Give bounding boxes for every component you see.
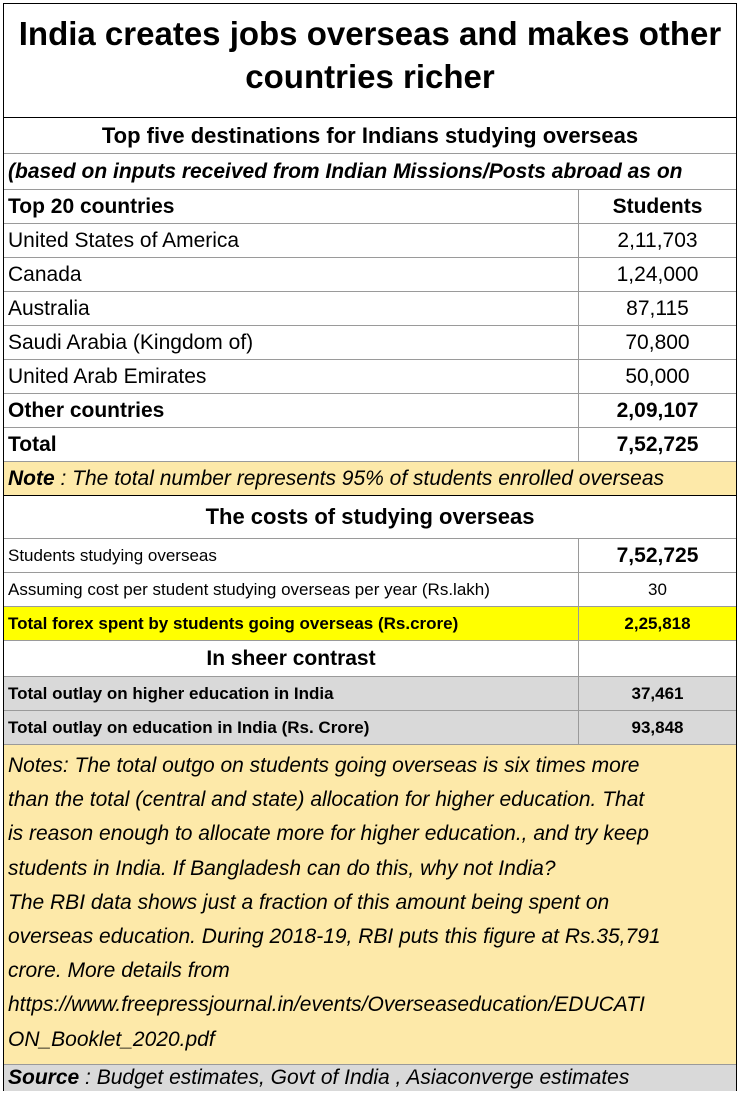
infographic-table [3,3,737,1091]
country-name: United Arab Emirates [8,364,207,388]
students-overseas-value: 7,52,725 [578,539,736,572]
education-row [4,711,736,745]
total-row [4,428,736,462]
education-label: Total outlay on education in India (Rs. Crore) [8,717,370,737]
notes-line: ON_Booklet_2020.pdf [8,1027,215,1051]
cost-per-student-label: Assuming cost per student studying overseas per year (Rs.lakh) [8,579,490,599]
notes-line: than the total (central and state) allocation for higher education. That [8,788,645,812]
education-value: 93,848 [578,711,736,744]
table-header-row [4,190,736,224]
column-header-students: Students [578,190,736,223]
higher-education-value: 37,461 [578,677,736,710]
total-label: Total [8,432,57,456]
student-count: 50,000 [578,360,736,393]
student-count: 70,800 [578,326,736,359]
other-countries-row [4,394,736,428]
source-text: : Budget estimates, Govt of India , Asiaconverge estimates [79,1066,630,1089]
note-label: Note [8,466,55,490]
section-heading-destinations: Top five destinations for Indians studying overseas [4,118,736,154]
country-name: Canada [8,262,82,286]
table-row [4,292,736,326]
cost-per-student-value: 30 [578,573,736,606]
country-name: Australia [8,296,90,320]
notes-line: Notes: The total outgo on students going overseas is six times more [8,754,640,777]
note-row [4,462,736,496]
students-overseas-label: Students studying overseas [8,545,217,565]
forex-spent-value: 2,25,818 [578,607,736,640]
notes-line: crore. More details from [8,959,230,983]
other-countries-value: 2,09,107 [578,394,736,427]
contrast-heading: In sheer contrast [206,646,376,670]
section-heading-costs: The costs of studying overseas [4,496,736,539]
student-count: 1,24,000 [578,258,736,291]
section-subheading: (based on inputs received from Indian Missions/Posts abroad as on [4,154,736,190]
page-title [4,4,736,118]
notes-line: is reason enough to allocate more for higher education., and try keep [8,822,649,846]
students-overseas-row [4,539,736,573]
contrast-heading-row [4,641,736,677]
higher-education-label: Total outlay on higher education in India [8,683,334,703]
forex-spent-label: Total forex spent by students going overseas (Rs.crore) [8,613,459,633]
total-value: 7,52,725 [578,428,736,461]
higher-education-row [4,677,736,711]
source-label: Source [8,1066,80,1089]
title-line-1: India creates jobs overseas and makes other [18,15,722,52]
notes-line: students in India. If Bangladesh can do this, why not India? [8,856,556,880]
table-row [4,224,736,258]
note-text: : The total number represents 95% of students enrolled overseas [54,466,665,490]
forex-spent-row [4,607,736,641]
student-count: 87,115 [578,292,736,325]
source-row [4,1065,736,1091]
title-line-2: countries richer [245,58,495,95]
cost-per-student-row [4,573,736,607]
table-row [4,258,736,292]
table-row [4,360,736,394]
table-row [4,326,736,360]
notes-line: The RBI data shows just a fraction of this amount being spent on [8,890,610,914]
notes-line: overseas education. During 2018-19, RBI puts this figure at Rs.35,791 [8,925,661,949]
country-name: Saudi Arabia (Kingdom of) [8,330,254,354]
column-header-country: Top 20 countries [8,194,175,218]
other-countries-label: Other countries [8,398,165,422]
notes-block [4,745,736,1065]
student-count: 2,11,703 [578,224,736,257]
country-name: United States of America [8,228,240,252]
notes-line: https://www.freepressjournal.in/events/Overseaseducation/EDUCATI [8,993,645,1017]
